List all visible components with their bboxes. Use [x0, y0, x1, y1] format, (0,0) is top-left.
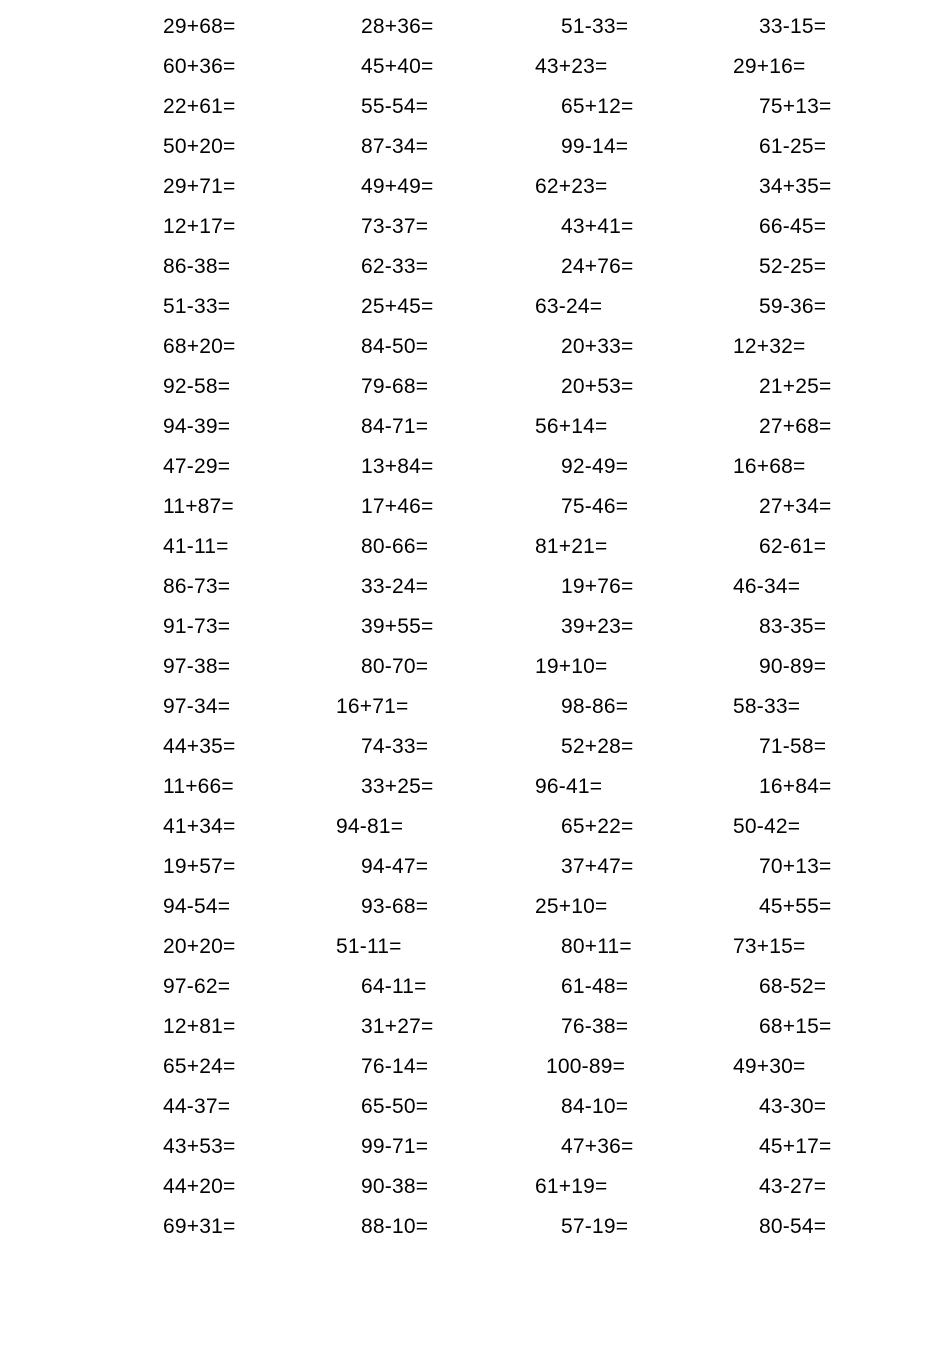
problem-r30-c1: 44+20=	[163, 1175, 236, 1198]
problem-r26-c4: 68+15=	[759, 1015, 832, 1038]
problem-r28-c3: 84-10=	[561, 1095, 629, 1118]
problem-r18-c1: 97-34=	[163, 695, 231, 718]
problem-r13-c2: 17+46=	[361, 495, 434, 518]
problem-r5-c2: 49+49=	[361, 175, 434, 198]
problem-r23-c3: 25+10=	[535, 895, 608, 918]
problem-r17-c4: 90-89=	[759, 655, 827, 678]
problem-r7-c3: 24+76=	[561, 255, 634, 278]
problem-r14-c1: 41-11=	[163, 535, 229, 558]
problem-r24-c1: 20+20=	[163, 935, 236, 958]
problem-r4-c2: 87-34=	[361, 135, 429, 158]
problem-r10-c2: 79-68=	[361, 375, 429, 398]
problem-r15-c1: 86-73=	[163, 575, 231, 598]
problem-r22-c2: 94-47=	[361, 855, 429, 878]
problem-r8-c3: 63-24=	[535, 295, 603, 318]
problem-r12-c1: 47-29=	[163, 455, 231, 478]
problem-r9-c3: 20+33=	[561, 335, 634, 358]
problem-r19-c4: 71-58=	[759, 735, 827, 758]
problem-r20-c4: 16+84=	[759, 775, 832, 798]
problem-r11-c2: 84-71=	[361, 415, 429, 438]
problem-r19-c1: 44+35=	[163, 735, 236, 758]
problem-r26-c3: 76-38=	[561, 1015, 629, 1038]
problem-r8-c1: 51-33=	[163, 295, 231, 318]
problem-r24-c4: 73+15=	[733, 935, 806, 958]
problem-r17-c1: 97-38=	[163, 655, 231, 678]
problem-r19-c3: 52+28=	[561, 735, 634, 758]
problem-r2-c4: 29+16=	[733, 55, 806, 78]
problem-r14-c2: 80-66=	[361, 535, 429, 558]
problem-r6-c4: 66-45=	[759, 215, 827, 238]
problem-r30-c4: 43-27=	[759, 1175, 827, 1198]
problem-r29-c2: 99-71=	[361, 1135, 429, 1158]
problem-r9-c2: 84-50=	[361, 335, 429, 358]
problem-r25-c1: 97-62=	[163, 975, 231, 998]
problem-r16-c1: 91-73=	[163, 615, 231, 638]
problem-r22-c1: 19+57=	[163, 855, 236, 878]
problem-r30-c3: 61+19=	[535, 1175, 608, 1198]
problem-r31-c2: 88-10=	[361, 1215, 429, 1238]
problem-r2-c2: 45+40=	[361, 55, 434, 78]
problem-r30-c2: 90-38=	[361, 1175, 429, 1198]
problem-r24-c3: 80+11=	[561, 935, 632, 958]
problem-r1-c2: 28+36=	[361, 15, 434, 38]
problem-r12-c4: 16+68=	[733, 455, 806, 478]
problem-r15-c2: 33-24=	[361, 575, 429, 598]
problem-r3-c3: 65+12=	[561, 95, 634, 118]
problem-r28-c2: 65-50=	[361, 1095, 429, 1118]
problem-r29-c4: 45+17=	[759, 1135, 832, 1158]
problem-r12-c3: 92-49=	[561, 455, 629, 478]
problem-r7-c4: 52-25=	[759, 255, 827, 278]
problem-r8-c4: 59-36=	[759, 295, 827, 318]
problem-r1-c1: 29+68=	[163, 15, 236, 38]
problem-r28-c1: 44-37=	[163, 1095, 231, 1118]
problem-r22-c3: 37+47=	[561, 855, 634, 878]
problem-r31-c1: 69+31=	[163, 1215, 236, 1238]
problem-r15-c4: 46-34=	[733, 575, 801, 598]
problem-r13-c3: 75-46=	[561, 495, 629, 518]
problem-r27-c4: 49+30=	[733, 1055, 806, 1078]
problem-r25-c2: 64-11=	[361, 975, 427, 998]
problem-r23-c2: 93-68=	[361, 895, 429, 918]
problem-r16-c2: 39+55=	[361, 615, 434, 638]
problem-r7-c1: 86-38=	[163, 255, 231, 278]
problem-r5-c1: 29+71=	[163, 175, 236, 198]
problem-r1-c4: 33-15=	[759, 15, 827, 38]
problem-r13-c1: 11+87=	[163, 495, 234, 518]
problem-r6-c2: 73-37=	[361, 215, 429, 238]
problem-r20-c3: 96-41=	[535, 775, 603, 798]
problem-r21-c4: 50-42=	[733, 815, 801, 838]
problem-r27-c3: 100-89=	[546, 1055, 626, 1078]
problem-r5-c4: 34+35=	[759, 175, 832, 198]
problem-r25-c3: 61-48=	[561, 975, 629, 998]
problem-r21-c1: 41+34=	[163, 815, 236, 838]
problem-r13-c4: 27+34=	[759, 495, 832, 518]
problem-r4-c3: 99-14=	[561, 135, 629, 158]
problem-r10-c4: 21+25=	[759, 375, 832, 398]
problem-r18-c4: 58-33=	[733, 695, 801, 718]
problem-r10-c1: 92-58=	[163, 375, 231, 398]
problem-r31-c3: 57-19=	[561, 1215, 629, 1238]
problem-r31-c4: 80-54=	[759, 1215, 827, 1238]
problem-r11-c4: 27+68=	[759, 415, 832, 438]
problem-r2-c1: 60+36=	[163, 55, 236, 78]
problem-r27-c1: 65+24=	[163, 1055, 236, 1078]
problem-r17-c2: 80-70=	[361, 655, 429, 678]
problem-r18-c2: 16+71=	[336, 695, 409, 718]
problem-r23-c4: 45+55=	[759, 895, 832, 918]
problem-r11-c3: 56+14=	[535, 415, 608, 438]
problem-r1-c3: 51-33=	[561, 15, 629, 38]
problem-r7-c2: 62-33=	[361, 255, 429, 278]
problem-r18-c3: 98-86=	[561, 695, 629, 718]
problem-r9-c4: 12+32=	[733, 335, 806, 358]
problem-r22-c4: 70+13=	[759, 855, 832, 878]
problem-r3-c1: 22+61=	[163, 95, 236, 118]
problem-r9-c1: 68+20=	[163, 335, 236, 358]
problem-r27-c2: 76-14=	[361, 1055, 429, 1078]
problem-r16-c3: 39+23=	[561, 615, 634, 638]
problem-r12-c2: 13+84=	[361, 455, 434, 478]
problem-r4-c1: 50+20=	[163, 135, 236, 158]
problem-r16-c4: 83-35=	[759, 615, 827, 638]
problem-r29-c1: 43+53=	[163, 1135, 236, 1158]
problem-r23-c1: 94-54=	[163, 895, 231, 918]
problem-r11-c1: 94-39=	[163, 415, 231, 438]
problem-r6-c3: 43+41=	[561, 215, 634, 238]
problem-r25-c4: 68-52=	[759, 975, 827, 998]
problem-r29-c3: 47+36=	[561, 1135, 634, 1158]
problem-r14-c3: 81+21=	[535, 535, 608, 558]
problem-r26-c1: 12+81=	[163, 1015, 236, 1038]
problem-r15-c3: 19+76=	[561, 575, 634, 598]
problem-r19-c2: 74-33=	[361, 735, 429, 758]
problem-r21-c3: 65+22=	[561, 815, 634, 838]
problem-r17-c3: 19+10=	[535, 655, 608, 678]
problem-r4-c4: 61-25=	[759, 135, 827, 158]
problem-r3-c4: 75+13=	[759, 95, 832, 118]
problem-r26-c2: 31+27=	[361, 1015, 434, 1038]
problem-r8-c2: 25+45=	[361, 295, 434, 318]
problem-r20-c1: 11+66=	[163, 775, 234, 798]
problem-r20-c2: 33+25=	[361, 775, 434, 798]
problem-r21-c2: 94-81=	[336, 815, 404, 838]
problem-r14-c4: 62-61=	[759, 535, 827, 558]
problem-r3-c2: 55-54=	[361, 95, 429, 118]
problem-r6-c1: 12+17=	[163, 215, 236, 238]
problem-r28-c4: 43-30=	[759, 1095, 827, 1118]
problem-r5-c3: 62+23=	[535, 175, 608, 198]
problem-r2-c3: 43+23=	[535, 55, 608, 78]
problem-r24-c2: 51-11=	[336, 935, 402, 958]
problem-r10-c3: 20+53=	[561, 375, 634, 398]
